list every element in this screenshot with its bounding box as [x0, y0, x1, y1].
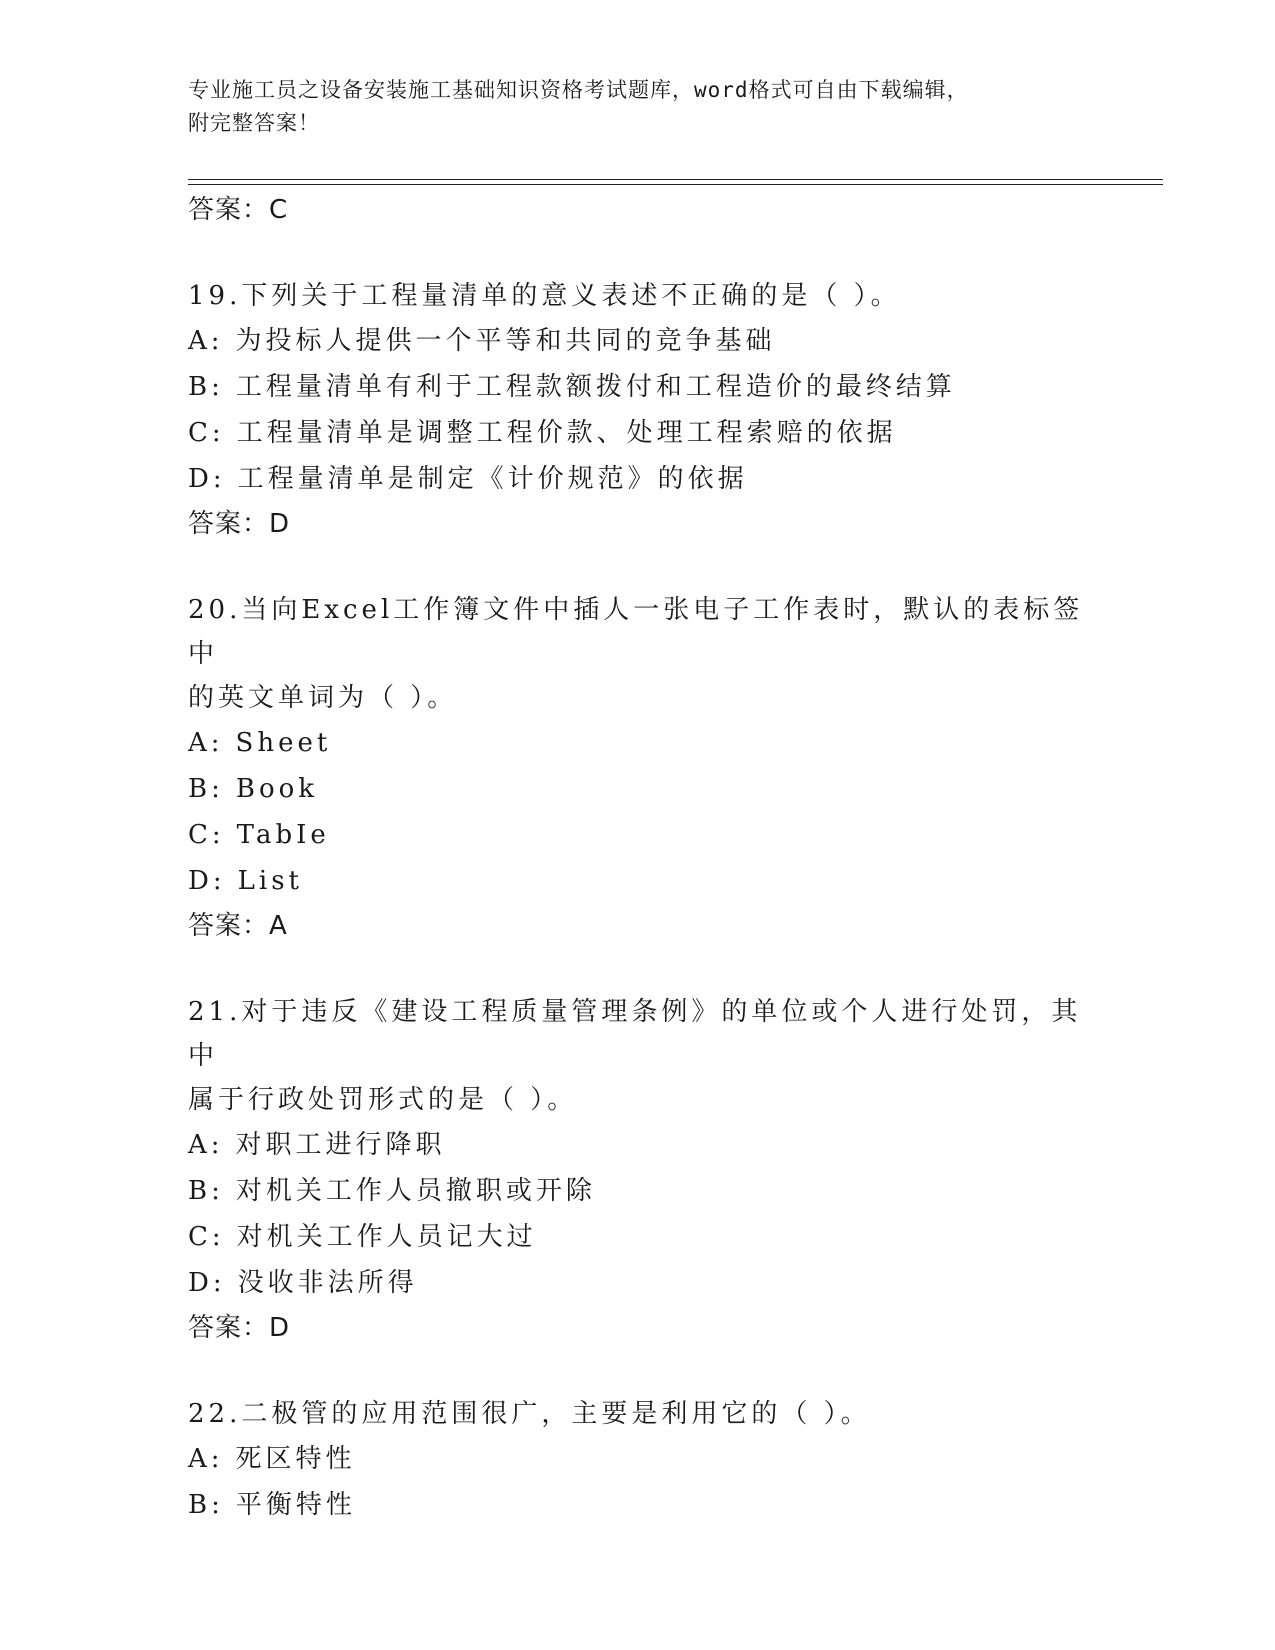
- option-d: [188, 1260, 1108, 1306]
- option-text: 为投标人提供一个平等和共同的竞争基础: [235, 326, 776, 356]
- option-a: [188, 1436, 1108, 1482]
- document-body: [188, 188, 1108, 1570]
- question-stem: 19.下列关于工程量清单的意义表述不正确的是（ ）。: [188, 281, 901, 311]
- option-text: 没收非法所得: [237, 1268, 418, 1298]
- option-text: 平衡特性: [235, 1490, 356, 1520]
- question-stem-line-1: 20.当向Excel工作簿文件中插人一张电子工作表时，默认的表标签中: [188, 595, 1084, 669]
- option-key: B:: [188, 1176, 224, 1206]
- option-c: [188, 1214, 1108, 1260]
- option-text: 工程量清单是制定《计价规范》的依据: [237, 464, 748, 494]
- option-b: [188, 1168, 1108, 1214]
- option-text: 对机关工作人员撤职或开除: [235, 1176, 596, 1206]
- option-b: [188, 364, 1108, 410]
- option-key: B:: [188, 1490, 224, 1520]
- question-stem-line-2: 属于行政处罚形式的是（ ）。: [188, 1085, 578, 1115]
- header-line-1: 专业施工员之设备安装施工基础知识资格考试题库，word格式可自由下载编辑，: [188, 78, 969, 102]
- option-c: [188, 410, 1108, 456]
- answer-label: 答案：C: [188, 195, 289, 225]
- option-key: D:: [188, 1268, 226, 1298]
- option-text: 工程量清单有利于工程款额拨付和工程造价的最终结算: [235, 372, 956, 402]
- question-20: [188, 588, 1108, 948]
- option-key: A:: [188, 1130, 224, 1160]
- question-stem-line-2: 的英文单词为（ ）。: [188, 683, 458, 713]
- option-key: C:: [188, 418, 225, 448]
- document-header: [188, 74, 1088, 140]
- option-a: [188, 318, 1108, 364]
- option-b: [188, 766, 1108, 812]
- header-rule-bottom: [188, 184, 1163, 185]
- option-d: [188, 456, 1108, 502]
- option-text: TabIe: [236, 820, 330, 850]
- option-key: A:: [188, 326, 224, 356]
- option-key: B:: [188, 774, 224, 804]
- option-text: 工程量清单是调整工程价款、处理工程索赔的依据: [236, 418, 897, 448]
- answer-label: 答案：D: [188, 1313, 291, 1343]
- option-key: A:: [188, 1444, 224, 1474]
- question-stem-line-1: 21.对于违反《建设工程质量管理条例》的单位或个人进行处罚，其中: [188, 997, 1082, 1071]
- option-d: [188, 858, 1108, 904]
- option-key: A:: [188, 728, 224, 758]
- option-c: [188, 812, 1108, 858]
- answer-label: 答案：A: [188, 911, 288, 941]
- question-19: [188, 274, 1108, 546]
- option-key: D:: [188, 464, 226, 494]
- option-key: C:: [188, 1222, 225, 1252]
- option-text: List: [237, 866, 303, 896]
- option-text: Sheet: [235, 728, 332, 758]
- option-b: [188, 1482, 1108, 1528]
- header-rule-top: [188, 179, 1163, 180]
- option-a: [188, 720, 1108, 766]
- option-text: 对机关工作人员记大过: [236, 1222, 537, 1252]
- header-line-2: 附完整答案！: [188, 111, 320, 135]
- option-text: 死区特性: [235, 1444, 356, 1474]
- option-key: C:: [188, 820, 225, 850]
- option-text: 对职工进行降职: [235, 1130, 446, 1160]
- answer-label: 答案：D: [188, 509, 291, 539]
- question-stem: 22.二极管的应用范围很广，主要是利用它的（ ）。: [188, 1399, 871, 1429]
- option-text: Book: [235, 774, 319, 804]
- option-key: D:: [188, 866, 226, 896]
- option-key: B:: [188, 372, 224, 402]
- question-22: [188, 1392, 1108, 1528]
- option-a: [188, 1122, 1108, 1168]
- question-21: [188, 990, 1108, 1350]
